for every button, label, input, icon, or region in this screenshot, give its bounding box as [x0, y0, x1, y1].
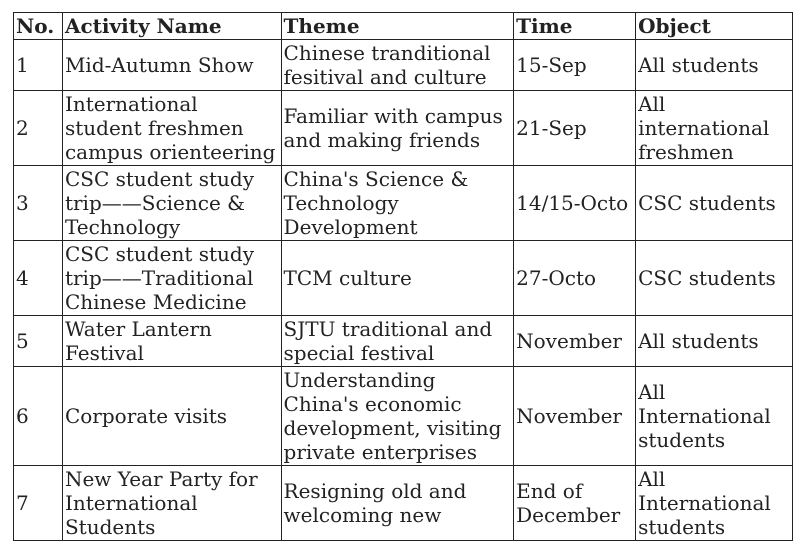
- cell-time: November: [514, 367, 636, 466]
- cell-activity-name: CSC student study trip——Science & Technology: [62, 166, 281, 241]
- cell-object: All International students: [636, 466, 793, 541]
- cell-no: 7: [14, 466, 63, 541]
- cell-time: 15-Sep: [514, 40, 636, 91]
- cell-object: CSC students: [636, 166, 793, 241]
- header-no: No.: [14, 13, 63, 40]
- cell-activity-name: Mid-Autumn Show: [62, 40, 281, 91]
- cell-activity-name: CSC student study trip——Traditional Chinese Medicine: [62, 241, 281, 316]
- header-object: Object: [636, 13, 793, 40]
- cell-theme: Understanding China's economic development, visiting private enterprises: [281, 367, 514, 466]
- cell-activity-name: Water Lantern Festival: [62, 316, 281, 367]
- table-row: [14, 40, 793, 91]
- cell-time: End of December: [514, 466, 636, 541]
- cell-no: 6: [14, 367, 63, 466]
- cell-time: 14/15-Octo: [514, 166, 636, 241]
- cell-no: 4: [14, 241, 63, 316]
- cell-theme: Familiar with campus and making friends: [281, 91, 514, 166]
- cell-activity-name: Corporate visits: [62, 367, 281, 466]
- cell-time: 21-Sep: [514, 91, 636, 166]
- cell-no: 1: [14, 40, 63, 91]
- cell-object: All students: [636, 40, 793, 91]
- table-row: [14, 91, 793, 166]
- cell-theme: Resigning old and welcoming new: [281, 466, 514, 541]
- table-header-row: [14, 13, 793, 40]
- activity-table: [13, 12, 793, 541]
- header-theme: Theme: [281, 13, 514, 40]
- cell-object: All International students: [636, 367, 793, 466]
- cell-time: November: [514, 316, 636, 367]
- cell-object: All students: [636, 316, 793, 367]
- cell-activity-name: International student freshmen campus orienteering: [62, 91, 281, 166]
- header-activity-name: Activity Name: [62, 13, 281, 40]
- cell-object: All international freshmen: [636, 91, 793, 166]
- cell-theme: China's Science & Technology Development: [281, 166, 514, 241]
- table-row: [14, 241, 793, 316]
- cell-no: 3: [14, 166, 63, 241]
- table-row: [14, 316, 793, 367]
- table-row: [14, 367, 793, 466]
- cell-theme: Chinese tranditional fesitival and culture: [281, 40, 514, 91]
- cell-object: CSC students: [636, 241, 793, 316]
- cell-theme: SJTU traditional and special festival: [281, 316, 514, 367]
- cell-no: 5: [14, 316, 63, 367]
- header-time: Time: [514, 13, 636, 40]
- table-row: [14, 466, 793, 541]
- cell-activity-name: New Year Party for International Students: [62, 466, 281, 541]
- cell-time: 27-Octo: [514, 241, 636, 316]
- cell-no: 2: [14, 91, 63, 166]
- cell-theme: TCM culture: [281, 241, 514, 316]
- table-row: [14, 166, 793, 241]
